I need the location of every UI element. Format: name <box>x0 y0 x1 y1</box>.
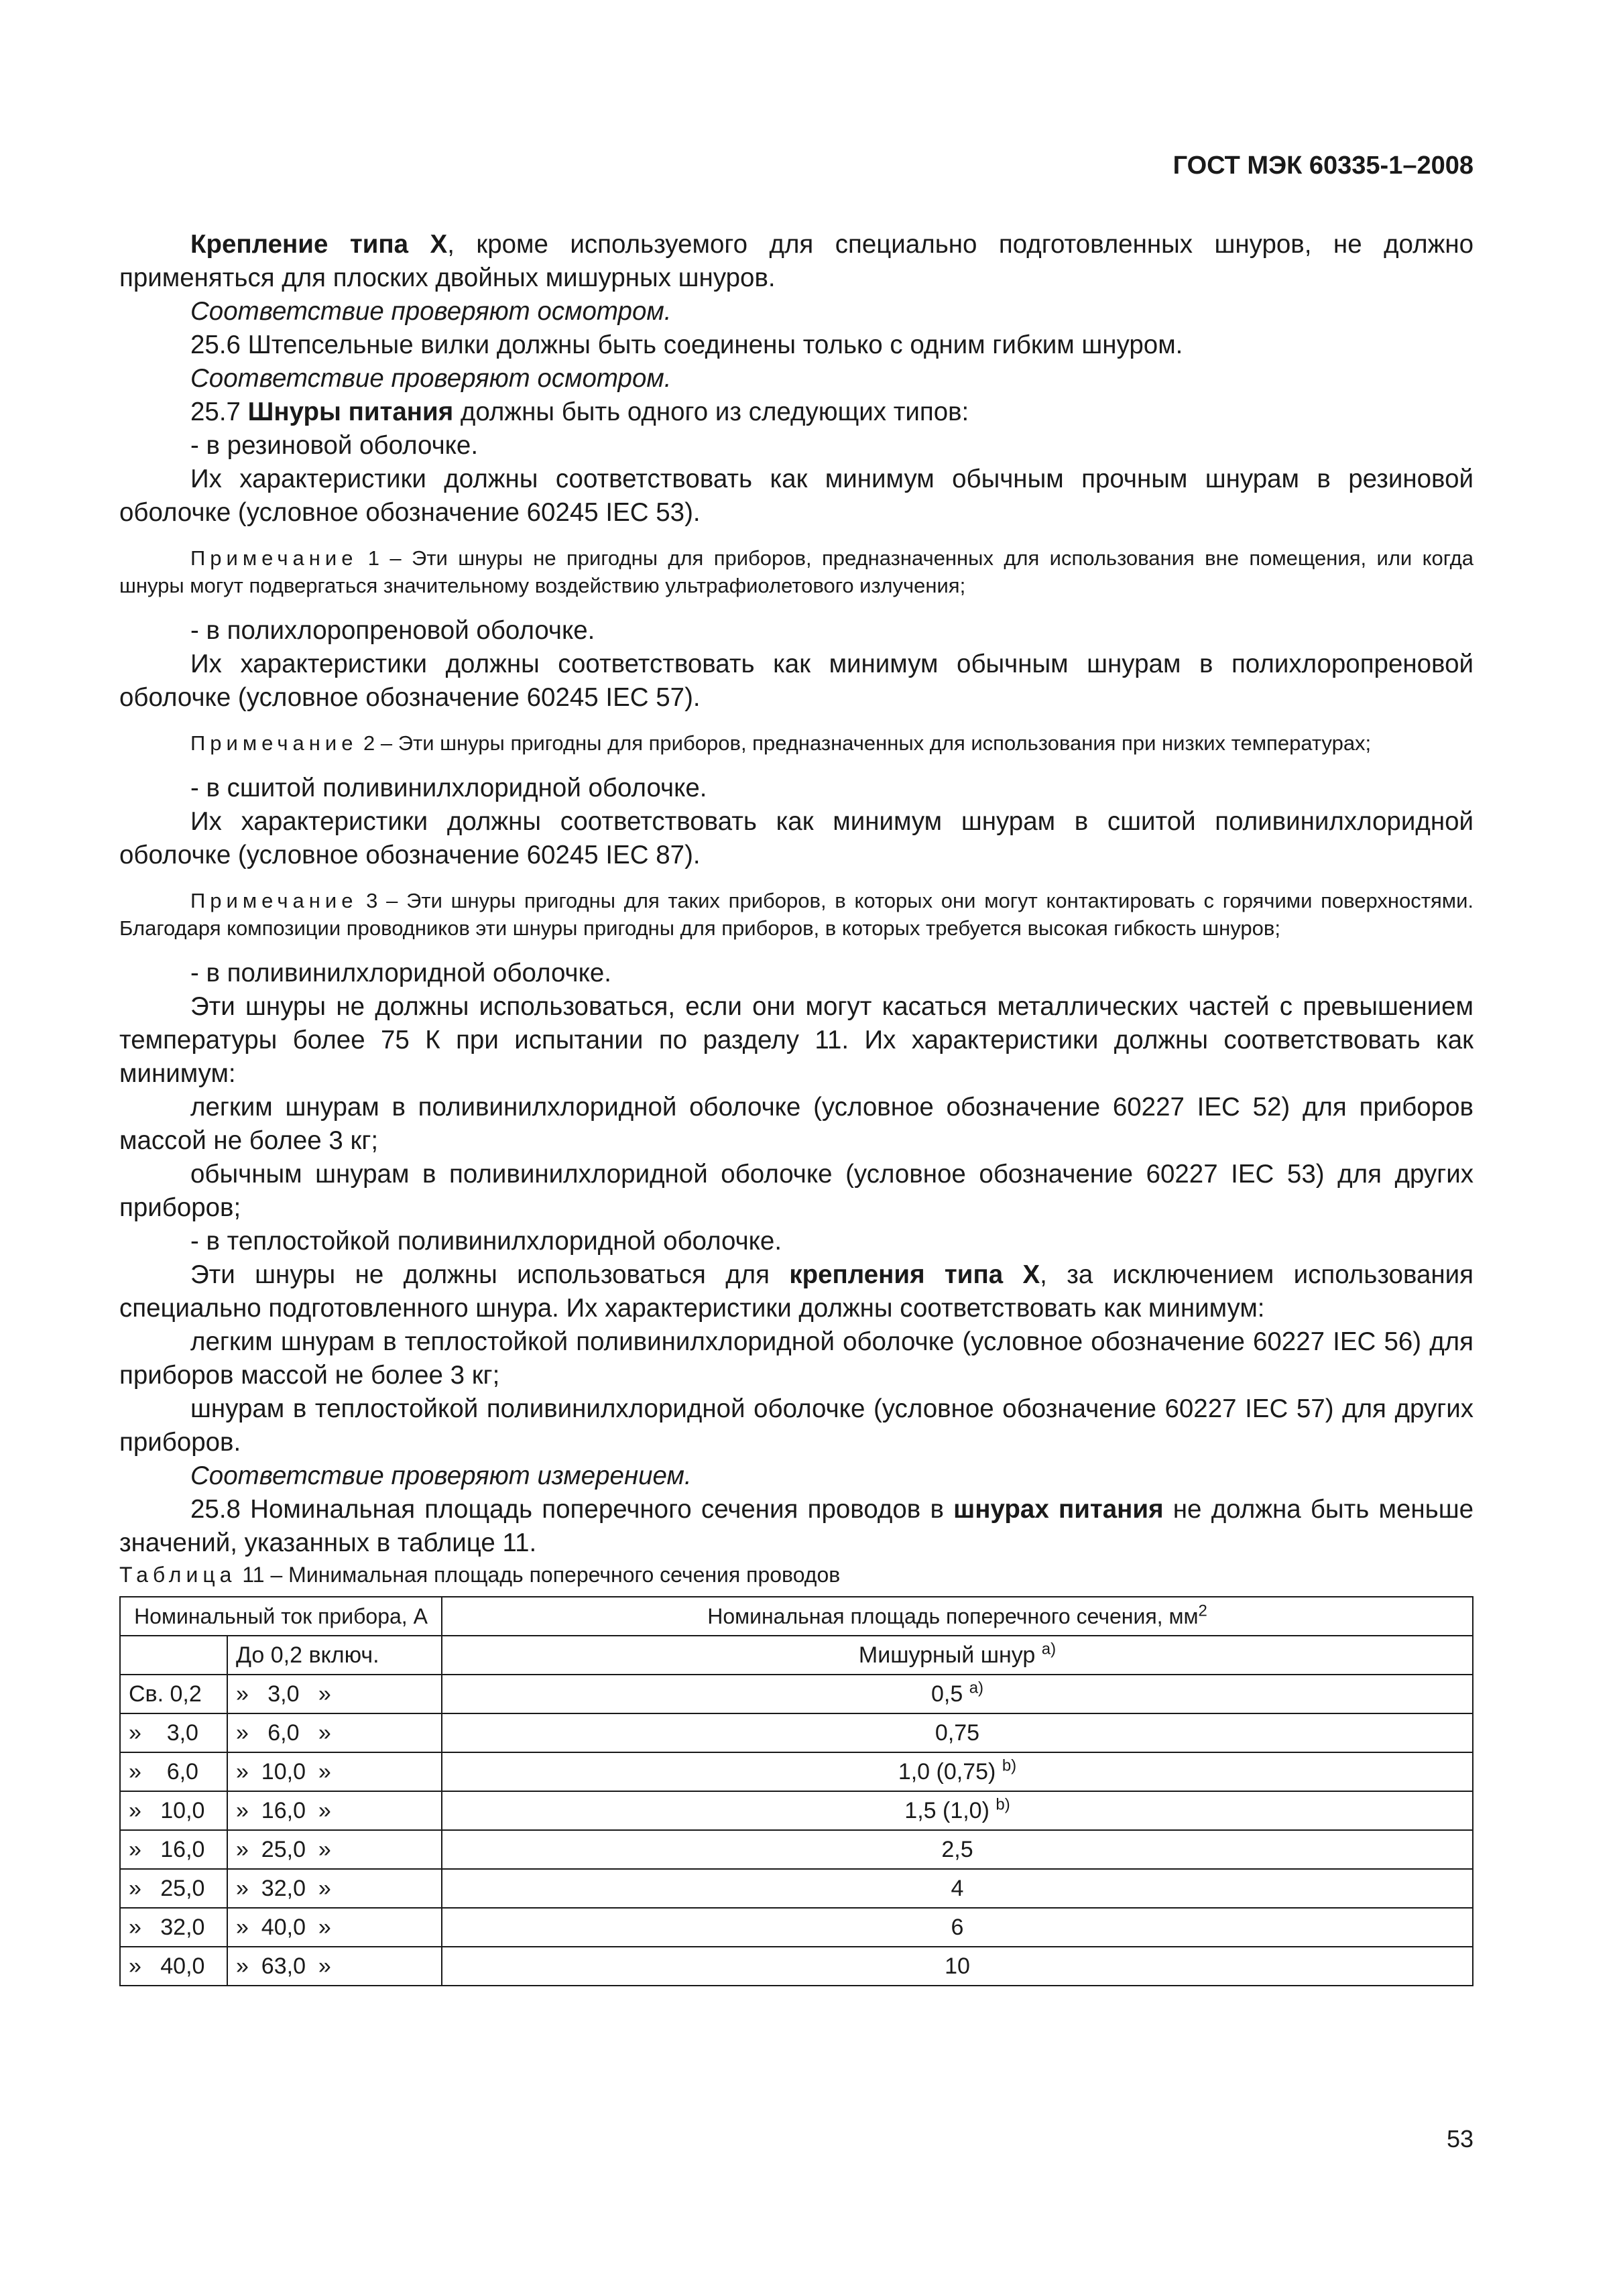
paragraph-text: Эти шнуры не должны использоваться для <box>190 1260 790 1289</box>
header-area <box>442 1597 1473 1636</box>
page-number: 53 <box>1446 2125 1474 2153</box>
cell-from: » 32,0 <box>120 1908 227 1947</box>
paragraph-text: 25.8 Номинальная площадь поперечного сечения проводов в <box>190 1495 954 1524</box>
subheader-to: До 0,2 включ. <box>227 1636 442 1675</box>
cell-from: » 10,0 <box>120 1791 227 1830</box>
paragraph <box>119 228 1474 295</box>
note-label: Примечание <box>190 546 358 570</box>
cell-area-value: 1,5 (1,0) <box>904 1797 989 1823</box>
note-label: Примечание <box>190 889 358 912</box>
cell-area <box>442 1713 1473 1752</box>
header-area-sup: 2 <box>1198 1601 1207 1620</box>
paragraph: - в сшитой поливинилхлоридной оболочке. <box>190 774 707 802</box>
cell-to: » 25,0 » <box>227 1830 442 1869</box>
paragraph: Эти шнуры не должны использоваться, если они могут касаться металлических частей с превышением температуры более 75 К при испытании по разделу 11. Их характеристики должны соответствовать как минимум: <box>119 992 1474 1088</box>
table-row <box>120 1830 1473 1869</box>
cell-to: » 6,0 » <box>227 1713 442 1752</box>
table-subheader-row <box>120 1636 1473 1675</box>
table-row <box>120 1947 1473 1986</box>
paragraph: 25.6 Штепсельные вилки должны быть соединены только с одним гибким шнуром. <box>190 330 1183 359</box>
paragraph: обычным шнурам в поливинилхлоридной оболочке (условное обозначение 60227 IEC 53) для других приборов; <box>119 1160 1474 1222</box>
paragraph-text: должны быть одного из следующих типов: <box>453 398 969 426</box>
paragraph-text: не должна быть меньше значений, указанных в таблице 11. <box>119 1495 1474 1557</box>
paragraph: Соответствие проверяют измерением. <box>190 1461 692 1490</box>
cell-to: » 32,0 » <box>227 1869 442 1908</box>
cell-area <box>442 1752 1473 1791</box>
table-header-row <box>120 1597 1473 1636</box>
bold-term: Крепление типа X <box>190 230 448 259</box>
paragraph <box>119 1258 1474 1325</box>
cell-area <box>442 1675 1473 1713</box>
paragraph: легким шнурам в теплостойкой поливинилхлоридной оболочке (условное обозначение 60227 IEC 56) для приборов массой не более 3 кг; <box>119 1327 1474 1390</box>
paragraph: Их характеристики должны соответствовать как минимум обычным прочным шнурам в резиновой оболочке (условное обозначение 60245 IEC 53). <box>119 465 1474 527</box>
cell-area-sup: b) <box>1002 1756 1017 1775</box>
table-row <box>120 1713 1473 1752</box>
note-text: 1 – Эти шнуры не пригодны для приборов, предназначенных для использования вне помещения, или когда шнуры могут подвергаться значительному воздействию ультрафиолетового излучения; <box>119 546 1474 597</box>
cell-area <box>442 1791 1473 1830</box>
table-row <box>120 1752 1473 1791</box>
table-row <box>120 1908 1473 1947</box>
note-label: Примечание <box>190 731 358 755</box>
table-row <box>120 1791 1473 1830</box>
table-caption <box>119 1561 1474 1588</box>
cell-area-sup: a) <box>969 1679 984 1697</box>
header-current: Номинальный ток прибора, А <box>120 1597 442 1636</box>
paragraph: - в резиновой оболочке. <box>190 431 479 460</box>
paragraph: Их характеристики должны соответствовать как минимум обычным шнурам в полихлоропреновой оболочке (условное обозначение 60245 IEC 57). <box>119 650 1474 712</box>
paragraph: шнурам в теплостойкой поливинилхлоридной оболочке (условное обозначение 60227 IEC 57) для других приборов. <box>119 1394 1474 1457</box>
cell-area-sup: b) <box>996 1795 1010 1814</box>
cell-from: » 3,0 <box>120 1713 227 1752</box>
table-row <box>120 1869 1473 1908</box>
cell-area <box>442 1947 1473 1986</box>
note <box>119 887 1474 942</box>
paragraph: - в полихлоропреновой оболочке. <box>190 616 595 645</box>
bold-term: Шнуры питания <box>247 398 454 426</box>
cell-to: » 40,0 » <box>227 1908 442 1947</box>
cell-from: » 6,0 <box>120 1752 227 1791</box>
cell-to: » 3,0 » <box>227 1675 442 1713</box>
bold-term: шнурах питания <box>953 1495 1164 1524</box>
paragraph: Соответствие проверяют осмотром. <box>190 364 672 393</box>
cell-area <box>442 1830 1473 1869</box>
table-row <box>120 1675 1473 1713</box>
note-text: 2 – Эти шнуры пригодны для приборов, предназначенных для использования при низких температурах; <box>357 731 1372 755</box>
subheader-type-text: Мишурный шнур <box>858 1642 1036 1668</box>
note <box>119 544 1474 599</box>
cell-area-value: 1,0 (0,75) <box>898 1758 996 1785</box>
cell-area-value: 0,5 <box>930 1681 963 1707</box>
paragraph: Их характеристики должны соответствовать как минимум шнурам в сшитой поливинилхлоридной оболочке (условное обозначение 60245 IEC 87). <box>119 807 1474 869</box>
paragraph-text: 25.7 <box>190 398 248 426</box>
note <box>119 729 1474 757</box>
cell-area-value: 6 <box>951 1914 964 1940</box>
paragraph-text: , кроме используемого для специально подготовленных шнуров, не должно применяться для плоских двойных мишурных шнуров. <box>119 230 1474 292</box>
cell-from: » 40,0 <box>120 1947 227 1986</box>
table-caption-text: 11 – Минимальная площадь поперечного сечения проводов <box>236 1563 841 1587</box>
bold-term: крепления типа X <box>789 1260 1040 1289</box>
paragraph-text: , за исключением использования специально подготовленного шнура. Их характеристики должны соответствовать как минимум: <box>119 1260 1474 1323</box>
cell-from: » 16,0 <box>120 1830 227 1869</box>
cell-to: » 16,0 » <box>227 1791 442 1830</box>
cell-area-value: 2,5 <box>941 1836 973 1862</box>
note-text: 3 – Эти шнуры пригодны для таких приборов, в которых они могут контактировать с горячими поверхностями. Благодаря композиции проводников эти шнуры пригодны для приборов, в которых требуется высокая гибкость шнуров; <box>119 889 1474 940</box>
subheader-type-sup: a) <box>1041 1640 1057 1658</box>
document-header: ГОСТ МЭК 60335-1–2008 <box>1173 152 1474 180</box>
cell-area-value: 4 <box>951 1875 964 1901</box>
cell-area-value: 10 <box>945 1953 970 1979</box>
subheader-from <box>120 1636 227 1675</box>
page-body <box>119 228 1474 1986</box>
paragraph: - в поливинилхлоридной оболочке. <box>190 959 611 987</box>
table-caption-label: Таблица <box>119 1563 237 1587</box>
paragraph: легким шнурам в поливинилхлоридной оболочке (условное обозначение 60227 IEC 52) для приборов массой не более 3 кг; <box>119 1093 1474 1155</box>
cell-area <box>442 1908 1473 1947</box>
paragraph: Соответствие проверяют осмотром. <box>190 297 672 326</box>
paragraph <box>119 396 1474 429</box>
cell-from: » 25,0 <box>120 1869 227 1908</box>
subheader-type <box>442 1636 1473 1675</box>
cord-section-table <box>119 1596 1474 1986</box>
header-area-text: Номинальная площадь поперечного сечения, мм <box>707 1604 1199 1628</box>
cell-area <box>442 1869 1473 1908</box>
cell-to: » 10,0 » <box>227 1752 442 1791</box>
cell-to: » 63,0 » <box>227 1947 442 1986</box>
paragraph <box>119 1493 1474 1560</box>
paragraph: - в теплостойкой поливинилхлоридной оболочке. <box>190 1227 782 1256</box>
cell-from: Св. 0,2 <box>120 1675 227 1713</box>
cell-area-value: 0,75 <box>935 1719 980 1746</box>
